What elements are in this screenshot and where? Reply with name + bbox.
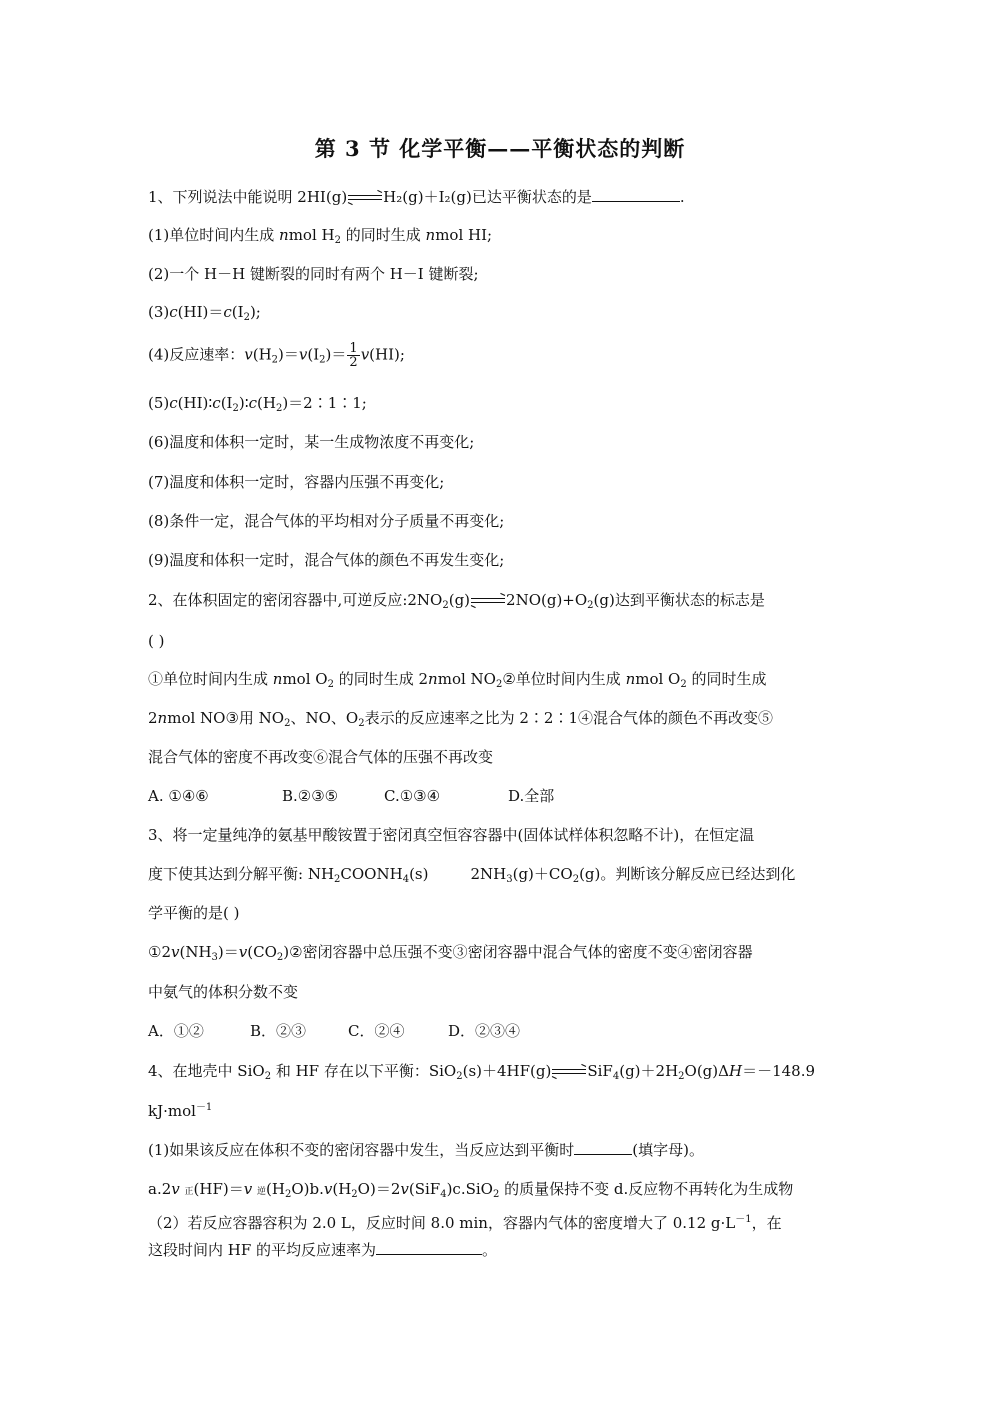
q3-option-d[interactable]: D．②③④ — [448, 1022, 521, 1040]
q1-item-7: (7)温度和体积一定时，容器内压强不再变化; — [148, 473, 445, 491]
q4-sub2-line-2: 这段时间内 HF 的平均反应速率为 。 — [148, 1241, 498, 1259]
q4-line-2: kJ·mol$^{-1}$ — [148, 1102, 213, 1120]
answer-blank[interactable] — [376, 1240, 482, 1255]
q3-line-1: 3、将一定量纯净的氨基甲酸铵置于密闭真空恒容容器中(固体试样体积忽略不计)，在恒定温 — [148, 826, 755, 844]
q3-option-a[interactable]: A．①② — [148, 1022, 204, 1040]
answer-blank[interactable] — [592, 187, 680, 202]
q2-line-1: ①单位时间内生成 nmol $O_2$ 的同时生成 2nmol $NO_2②$单位时间内生成 nmol $O_2$ 的同时生成 — [148, 670, 767, 690]
q2-line-3: 混合气体的密度不再改变⑥混合气体的压强不再改变 — [148, 748, 494, 766]
q3-options — [148, 1021, 520, 1041]
q4-sub1: (1)如果该反应在体积不变的密闭容器中发生，当反应达到平衡时 (填字母)。 — [148, 1141, 704, 1159]
equilibrium-arrow-icon — [552, 1067, 586, 1077]
q3-line-5: 中氨气的体积分数不变 — [148, 983, 299, 1001]
q3-line-4: $①2v(NH_3)=v(CO_2)②$密闭容器中总压强不变③密闭容器中混合气体的密度不变④密闭容器 — [148, 943, 753, 963]
q2-answer-paren[interactable]: ( ) — [148, 632, 165, 650]
q4-line-1: 4、在地壳中 SiO$_2$ 和 HF 存在以下平衡：SiO$_2$(s)＋4HF(g) $SiF_4(g)+2H_2O(g)\Delta H=-148.9$ — [148, 1062, 816, 1082]
q1-item-2: (2)一个 H－H 键断裂的同时有两个 H－I 键断裂; — [148, 265, 479, 283]
q1-item-9: (9)温度和体积一定时，混合气体的颜色不再发生变化; — [148, 551, 505, 569]
equilibrium-arrow-icon — [471, 596, 505, 606]
page-title: 第 3 节 化学平衡——平衡状态的判断 — [314, 136, 686, 161]
q1-item-8: (8)条件一定，混合气体的平均相对分子质量不再变化; — [148, 512, 505, 530]
q3-line-3: 学平衡的是( ) — [148, 904, 240, 922]
q1-item-3: $(3)c(HI)=c(I_2)$; — [148, 303, 261, 323]
fraction-one-half: $\frac{1}{2}$ — [349, 341, 358, 370]
answer-blank[interactable] — [574, 1140, 632, 1155]
equilibrium-arrow-icon — [348, 193, 382, 203]
q4-sub2-line-1: （2）若反应容器容积为 2.0 L，反应时间 8.0 min，容器内气体的密度增大了 0.12 $g\cdot L^{-1}$，在 — [148, 1214, 782, 1232]
q2-option-a[interactable]: A. ①④⑥ — [148, 787, 209, 805]
q3-option-b[interactable]: B．②③ — [250, 1022, 307, 1040]
q2-options — [148, 786, 554, 806]
q3-option-c[interactable]: C．②④ — [348, 1022, 405, 1040]
q1-item-5: $(5)c(HI)∶c(I_2)∶c(H_2)=2∶1∶1$; — [148, 394, 367, 414]
q3-line-2: 度下使其达到分解平衡: $NH_2COONH_4(s)$ $2NH_3(g)+CO_2(g)$。判断该分解反应已经达到化 — [148, 865, 796, 885]
q2-stem: 2、在体积固定的密闭容器中,可逆反应$:2NO_2(g)$ $2NO(g)+O_2(g)$达到平衡状态的标志是 — [148, 591, 765, 611]
q2-option-b[interactable]: B.②③⑤ — [282, 787, 339, 805]
q2-option-c[interactable]: C.①③④ — [384, 787, 441, 805]
q1-item-6: (6)温度和体积一定时，某一生成物浓度不再变化; — [148, 433, 475, 451]
q1-stem: 1、下列说法中能说明 2HI(g) H₂(g)＋I₂(g)已达平衡状态的是 . — [148, 188, 685, 206]
q1-item-4: (4)反应速率：$v(H_2)=v(I_2)=$ $\frac{1}{2}$ v(HI); — [148, 341, 405, 370]
q2-option-d[interactable]: D.全部 — [508, 787, 555, 805]
q1-item-1: (1)单位时间内生成 nmol $H_2$ 的同时生成 nmol HI; — [148, 226, 493, 246]
q2-line-2: 2nmol NO③用 $NO_2$、NO、$O_2$表示的反应速率之比为 2∶2∶1④混合气体的颜色不再改变⑤ — [148, 709, 773, 729]
q4-choices: a.2v 正(HF)＝v 逆$(H_2O)b.v(H_2O)=2v(SiF_4)c.SiO_2$ 的质量保持不变 d.反应物不再转化为生成物 — [148, 1180, 794, 1200]
